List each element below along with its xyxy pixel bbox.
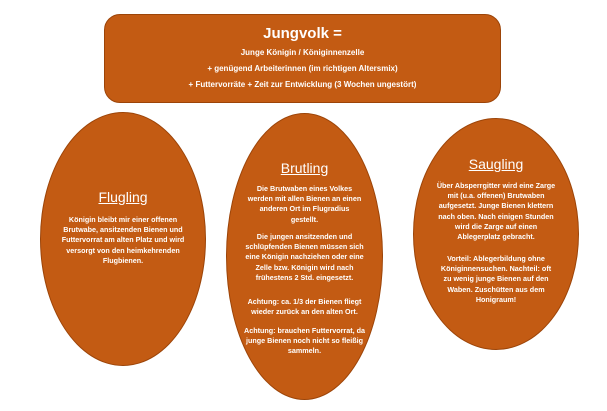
jungvolk-box	[104, 14, 501, 103]
saugling-para-2: Vorteil: Ablegerbildung ohne Königinnensuchen. Nachteil: oft zu wenig junge Bienen auf den Waben. Zuschütten aus dem Honigraum!	[440, 254, 552, 304]
brutling-para-1: Die Brutwaben eines Volkes werden mit allen Bienen an einen anderen Ort im Flugradius gestellt.	[247, 184, 362, 224]
jungvolk-line-1: Junge Königin / Königinnenzelle	[240, 48, 365, 57]
saugling-para-1: Über Absperrgitter wird eine Zarge mit (u.a. offenen) Brutwaben aufgesetzt. Junge Bienen klettern nach oben. Nach einigen Stunden wird die Zarge auf einen Ablegerplatz gebracht.	[436, 181, 556, 242]
brutling-para-2: Die jungen ansitzenden und schlüpfenden Bienen müssen sich eine Königin nachziehen oder eine Zelle bzw. Königin wird nach frühestens 2 Std. eingesetzt.	[245, 232, 364, 282]
flugling-heading: Flugling	[98, 189, 148, 205]
brutling-para-4: Achtung: brauchen Futtervorrat, da junge Bienen noch nicht so fleißig sammeln.	[244, 326, 365, 356]
brutling-oval	[226, 113, 383, 400]
jungvolk-line-3: + Futtervorräte + Zeit zur Entwicklung (3 Wochen ungestört)	[188, 80, 417, 89]
saugling-heading: Saugling	[468, 156, 524, 172]
flugling-oval	[40, 112, 206, 366]
brutling-para-3: Achtung: ca. 1/3 der Bienen fliegt wieder zurück an den alten Ort.	[247, 297, 362, 317]
brutling-heading: Brutling	[280, 160, 329, 176]
jungvolk-line-2: + genügend Arbeiterinnen (im richtigen Altersmix)	[207, 64, 398, 73]
flugling-text: Königin bleibt mir einer offenen Brutwabe, ansitzenden Bienen und Futtervorrat am alten Platz und wird versorgt von den heimkehrenden Flugbienen.	[61, 215, 185, 265]
jungvolk-title: Jungvolk =	[263, 25, 342, 42]
saugling-oval	[413, 118, 579, 350]
